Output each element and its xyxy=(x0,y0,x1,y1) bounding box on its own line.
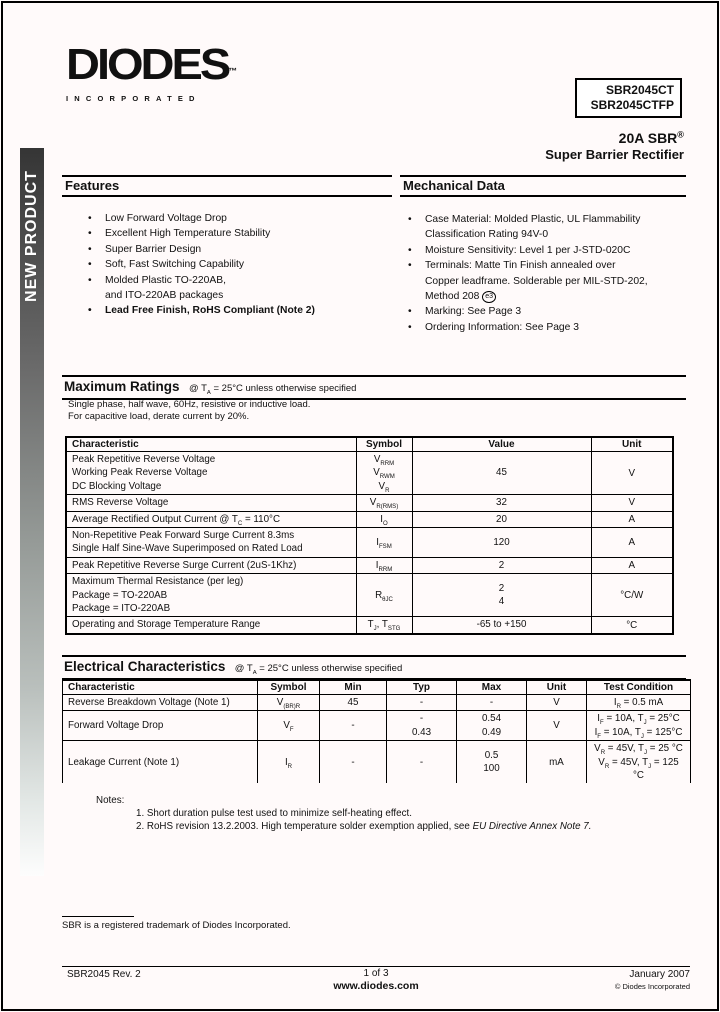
characteristic-cell xyxy=(66,452,356,495)
product-title-line2: Super Barrier Rectifier xyxy=(545,147,684,162)
mech-text: • Terminals: Matte Tin Finish annealed over xyxy=(425,260,616,272)
symbol-cell xyxy=(356,511,412,527)
mech-text: Copper leadframe. Solderable per MIL-STD-202, xyxy=(425,275,648,287)
note-text: 2. RoHS revision 13.2.2003. High temperature solder exemption applied, see xyxy=(136,821,473,832)
cell-line: $V_{RRM}$ xyxy=(373,454,395,467)
feature-item xyxy=(88,211,393,226)
footnote-rule xyxy=(62,916,134,917)
feature-text: • Super Barrier Design xyxy=(105,243,202,255)
feature-item-lead-free xyxy=(88,303,393,318)
characteristic-cell xyxy=(63,711,258,741)
notes-label: Notes: xyxy=(96,795,125,806)
table-row xyxy=(66,452,673,495)
cell-line: Package = TO-220AB xyxy=(72,589,168,601)
characteristic-cell xyxy=(63,741,258,784)
cell-line: $V_R$ xyxy=(378,480,390,494)
cell-line: Single Half Sine-Wave Superimposed on Rated Load xyxy=(72,543,303,555)
cell-line: $V_F$ xyxy=(283,720,294,734)
characteristic-cell xyxy=(66,574,356,617)
unit-cell: mA xyxy=(527,741,587,784)
feature-text: • Low Forward Voltage Drop xyxy=(105,213,227,224)
feature-text: • Lead Free Finish, RoHS Compliant (Note 2) xyxy=(105,305,315,317)
cell-line: 45 xyxy=(496,467,507,479)
preamble-line: For capacitive load, derate current by 20%. xyxy=(68,410,250,422)
value-cell xyxy=(412,452,591,495)
test-condition-cell xyxy=(587,711,691,741)
features-list xyxy=(88,211,393,319)
col-header-typ: Typ xyxy=(387,680,457,695)
electrical-characteristics-table xyxy=(62,679,691,783)
mech-item xyxy=(408,258,690,304)
footer-date: January 2007 xyxy=(629,969,690,980)
cell-line: $R_{\theta JC}$ xyxy=(375,589,393,603)
cell-line: $V_{R(RMS)}$ xyxy=(369,497,399,511)
page-number: 1 of 3 xyxy=(363,968,389,979)
mech-text: • Marking: See Page 3 xyxy=(425,306,522,318)
feature-text: • Soft, Fast Switching Capability xyxy=(105,259,245,271)
mech-item xyxy=(408,320,690,335)
table-row xyxy=(63,711,691,741)
table-header-row xyxy=(63,680,691,695)
note-1 xyxy=(136,807,591,820)
cell-line: 0.49 xyxy=(481,726,502,738)
col-header-min: Min xyxy=(320,680,387,695)
col-header-unit: Unit xyxy=(527,680,587,695)
test-condition-cell xyxy=(587,741,691,784)
feature-text: • Molded Plastic TO-220AB, xyxy=(105,274,226,286)
cell-line: Leakage Current (Note 1) xyxy=(68,756,180,768)
unit-cell: °C xyxy=(591,617,673,634)
value-cell xyxy=(412,528,591,558)
col-header-characteristic: Characteristic xyxy=(66,437,356,452)
new-product-label: NEW PRODUCT xyxy=(23,170,40,302)
symbol-cell xyxy=(356,452,412,495)
min-cell xyxy=(320,741,387,784)
typ-cell xyxy=(387,695,457,711)
electrical-characteristics-heading xyxy=(62,655,686,680)
table-row xyxy=(63,695,691,711)
electrical-condition: @ $T_A = 25^\circ C$ unless otherwise specified xyxy=(234,663,403,676)
cell-line: - xyxy=(419,756,424,768)
electrical-title: Electrical Characteristics xyxy=(64,659,226,674)
cell-line: $I_R = 0.5$ mA xyxy=(613,697,664,710)
maximum-ratings-condition: @ $T_A = 25^\circ C$ unless otherwise specified xyxy=(188,383,357,396)
cell-line: DC Blocking Voltage xyxy=(72,480,162,492)
cell-line: Average Rectified Output Current @ $T_C = 110^\circ C$ xyxy=(72,513,281,527)
cell-line: $V_R = 45V$, $T_J = 125$ °C xyxy=(598,756,679,782)
characteristic-cell xyxy=(63,695,258,711)
characteristic-cell xyxy=(66,528,356,558)
cell-line: Working Peak Reverse Voltage xyxy=(72,467,208,479)
table-header-row xyxy=(66,437,673,452)
symbol-cell xyxy=(258,695,320,711)
maximum-ratings-heading xyxy=(62,375,686,400)
part-number-line1: SBR2045CT xyxy=(605,83,674,97)
cell-line: - xyxy=(351,720,355,732)
footer-rule xyxy=(62,966,690,967)
col-header-symbol: Symbol xyxy=(258,680,320,695)
feature-item xyxy=(88,273,393,304)
col-header-max: Max xyxy=(457,680,527,695)
cell-line: 100 xyxy=(483,763,500,775)
mech-item xyxy=(408,304,690,319)
trademark-text: SBR is a registered trademark of Diodes Incorporated. xyxy=(62,920,291,931)
footer-center xyxy=(62,968,690,992)
symbol-cell xyxy=(356,574,412,617)
lead-free-e3-icon: e3 xyxy=(482,291,496,303)
col-header-symbol: Symbol xyxy=(356,437,412,452)
cell-line: $I_{FSM}$ xyxy=(376,536,392,550)
symbol-cell xyxy=(356,495,412,511)
cell-line: Package = ITO-220AB xyxy=(72,603,171,615)
cell-line: $I_F = 10A$, $T_J = 25^\circ C$ xyxy=(597,713,680,727)
cell-line: - xyxy=(489,697,494,708)
trademark-footnote xyxy=(62,916,291,931)
value-cell xyxy=(412,617,591,634)
max-cell xyxy=(457,741,527,784)
preamble-line: Single phase, half wave, 60Hz, resistive or inductive load. xyxy=(68,399,311,410)
max-cell xyxy=(457,695,527,711)
maximum-ratings-title: Maximum Ratings xyxy=(64,379,180,394)
features-heading: Features xyxy=(62,175,392,197)
logo-wordmark xyxy=(66,39,238,91)
unit-cell: A xyxy=(591,528,673,558)
website-link[interactable]: www.diodes.com xyxy=(333,980,419,992)
typ-cell xyxy=(387,711,457,741)
unit-cell: V xyxy=(527,711,587,741)
cell-line: $V_{RWM}$ xyxy=(373,467,395,481)
mech-text: Classification Rating 94V-0 xyxy=(425,229,549,241)
note-2 xyxy=(136,820,591,833)
cell-line: Forward Voltage Drop xyxy=(68,720,164,732)
table-row xyxy=(66,528,673,558)
table-row xyxy=(66,617,673,634)
cell-line: 0.5 xyxy=(484,749,499,761)
cell-line: 20 xyxy=(496,513,507,525)
cell-line: 2 xyxy=(498,582,505,594)
symbol-cell xyxy=(356,617,412,634)
cell-line: RMS Reverse Voltage xyxy=(72,497,169,509)
tm-symbol: ™ xyxy=(228,66,238,76)
cell-line: 4 xyxy=(498,596,505,608)
characteristic-cell xyxy=(66,495,356,511)
maximum-ratings-preamble xyxy=(68,399,310,422)
cell-line: $I_F = 10A$, $T_J = 125^\circ C$ xyxy=(594,726,683,740)
feature-text: and ITO-220AB packages xyxy=(105,290,224,302)
mech-text: • Case Material: Molded Plastic, UL Flammability xyxy=(425,214,641,225)
unit-cell: V xyxy=(591,452,673,495)
logo-text: DIODES xyxy=(66,39,229,89)
part-number-box xyxy=(575,78,682,118)
characteristic-cell xyxy=(66,511,356,527)
col-header-characteristic: Characteristic xyxy=(63,680,258,695)
feature-item xyxy=(88,242,393,257)
product-title xyxy=(545,130,684,163)
mech-text: Method 208 xyxy=(425,291,480,303)
table-row xyxy=(63,741,691,784)
cell-line: - xyxy=(419,697,424,708)
value-cell xyxy=(412,495,591,511)
symbol-cell xyxy=(258,711,320,741)
new-product-banner xyxy=(20,148,44,876)
min-cell xyxy=(320,695,387,711)
symbol-cell xyxy=(356,528,412,558)
cell-line: $I_O$ xyxy=(380,513,388,527)
note-italic: EU Directive Annex Note 7. xyxy=(472,821,592,832)
cell-line: Maximum Thermal Resistance (per leg) xyxy=(72,576,244,588)
table-row xyxy=(66,495,673,511)
cell-line: - xyxy=(419,713,424,725)
min-cell xyxy=(320,711,387,741)
maximum-ratings-table xyxy=(65,436,674,635)
unit-cell: V xyxy=(527,695,587,711)
symbol-cell xyxy=(258,741,320,784)
mechanical-data-heading: Mechanical Data xyxy=(400,175,686,197)
cell-line: 120 xyxy=(493,536,510,548)
col-header-unit: Unit xyxy=(591,437,673,452)
test-condition-cell xyxy=(587,695,691,711)
part-number-line2: SBR2045CTFP xyxy=(590,98,674,112)
footer-right xyxy=(615,969,690,993)
feature-text: • Excellent High Temperature Stability xyxy=(105,228,271,240)
col-header-test-condition: Test Condition xyxy=(587,680,691,695)
cell-line: 2 xyxy=(498,559,505,571)
cell-line: 0.54 xyxy=(481,713,502,725)
cell-line: $V_{(BR)R}$ xyxy=(276,697,301,710)
value-cell xyxy=(412,574,591,617)
cell-line: -65 to +150 xyxy=(476,619,527,631)
value-cell xyxy=(412,557,591,573)
notes-section xyxy=(96,794,591,833)
mech-text: • Ordering Information: See Page 3 xyxy=(425,321,579,333)
table-row xyxy=(66,511,673,527)
mech-item xyxy=(408,243,690,258)
cell-line: Peak Repetitive Reverse Surge Current (2uS-1Khz) xyxy=(72,559,297,571)
product-title-line1: 20A SBR® xyxy=(618,129,684,146)
cell-line: Operating and Storage Temperature Range xyxy=(72,619,261,631)
cell-line: 32 xyxy=(496,497,507,509)
mech-text: • Moisture Sensitivity: Level 1 per J-STD-020C xyxy=(425,244,631,256)
footer-doc-revision: SBR2045 Rev. 2 xyxy=(67,969,141,980)
feature-item xyxy=(88,226,393,241)
col-header-value: Value xyxy=(412,437,591,452)
value-cell xyxy=(412,511,591,527)
characteristic-cell xyxy=(66,617,356,634)
mech-item xyxy=(408,212,690,243)
unit-cell: °C/W xyxy=(591,574,673,617)
unit-cell: V xyxy=(591,495,673,511)
mechanical-data-list xyxy=(408,212,690,335)
typ-cell xyxy=(387,741,457,784)
unit-cell: A xyxy=(591,557,673,573)
characteristic-cell xyxy=(66,557,356,573)
logo-incorporated-label: INCORPORATED xyxy=(66,94,201,103)
note-text: 1. Short duration pulse test used to minimize self-heating effect. xyxy=(136,808,412,819)
cell-line: Peak Repetitive Reverse Voltage xyxy=(72,454,216,465)
unit-cell: A xyxy=(591,511,673,527)
symbol-cell xyxy=(356,557,412,573)
cell-line: $T_J$, $T_{STG}$ xyxy=(367,619,401,633)
cell-line: Non-Repetitive Peak Forward Surge Current 8.3ms xyxy=(72,530,295,542)
cell-line: $V_R = 45V$, $T_J = 25$ °C xyxy=(594,743,683,757)
max-cell xyxy=(457,711,527,741)
diodes-logo xyxy=(66,39,238,103)
footer-copyright: © Diodes Incorporated xyxy=(614,982,690,991)
mech-text xyxy=(425,289,690,304)
cell-line: - xyxy=(351,756,355,768)
cell-line: Reverse Breakdown Voltage (Note 1) xyxy=(68,697,230,708)
cell-line: $I_{RRM}$ xyxy=(375,559,393,573)
table-row xyxy=(66,574,673,617)
cell-line: 0.43 xyxy=(411,726,432,738)
feature-item xyxy=(88,257,393,272)
cell-line: 45 xyxy=(347,697,359,708)
cell-line: $I_R$ xyxy=(284,756,293,770)
table-row xyxy=(66,557,673,573)
